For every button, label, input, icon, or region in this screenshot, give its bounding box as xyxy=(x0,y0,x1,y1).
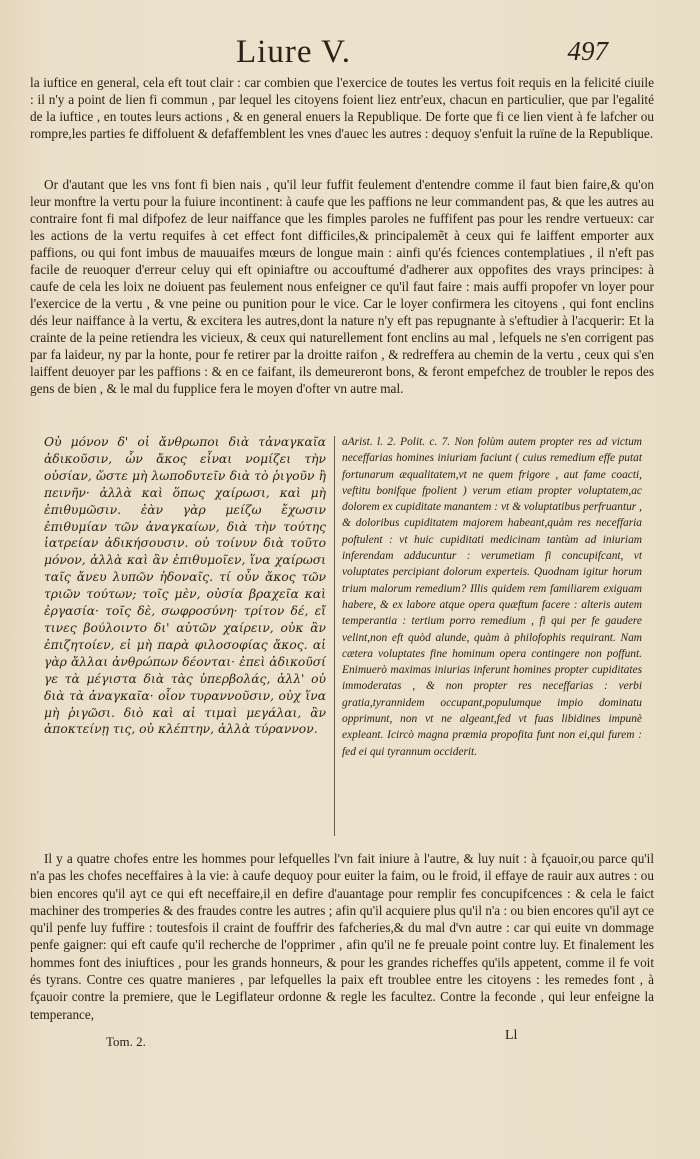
paragraph-text: Or d'autant que les vns font fi bien nais , qu'il leur fuffit feulement d'entendre comme il faut bien faire,& qu'on leur monftre la vertu pour la fuiure incontinent: à caufe que les paffions ne leur commandent pas, & que les autres au contraire font fi mal difpofez de leur naiffance que les fimples paroles ne fuffifent pas pour les rendre vertueux: car les actions de la vertu requifes à cet effect font difficiles,& principalemẽt à ceux qui fe laiffent emporter aux paffions, ou qui font imbus de mauuaifes mœurs de longue main : ainfi qu'és fciences contemplatiues , il n'eft pas facile de reuoquer d'erreur celuy qui eft opiniaftre ou accouftumé d'adherer aux oppofites des vrays principes: à caufe de cela les loix ne doiuent pas feulement nous enfeigner ce qu'il faut faire : mais auffi propofer vn loyer pour l'exercice de la vertu , & vne peine ou punition pour le vice. Car le loyer confirmera les citoyens , qui font enclins dés leur naiffance à la vertu, & excitera les autres,dont la nature n'y eft pas repugnante à s'eftudier à l'acquerir: Et la crainte de la peine retiendra les vicieux, & ceux qui naturellement font enclins au mal , lefquels ne s'en corrigent pas par fa laideur, ny par la honte, pour fe retirer par la droitte raifon , & redrefferа au chemin de la vertu , ceux qui s'en laiffent deuoyer par les paffions : & en ce faifant, ils demeureront bons, & feront empefchez de troubler le repos des gens de bien , & le mal du fupplice fera le moyen d'ofter vn autre mal. xyxy=(30,177,654,396)
paragraph-laws xyxy=(30,176,654,397)
signature-mark: Ll xyxy=(505,1028,518,1043)
marginal-reference: aArist. l. 2. Polit. c. 7. xyxy=(342,436,451,448)
page-number: 497 xyxy=(567,36,608,66)
column-divider xyxy=(334,436,335,836)
paragraph-text: la iuftice en general, cela eft tout clair : car combien que l'exercice de toutes les vertus foit requis en la felicité ciuile : il n'y a point de lien fi commun , par lequel les citoyens foient liez entr'eux, chacun en particulier, que par l'egalité de la iuftice , en toutes leurs actions , & en general enuers la Republique. De forte que fi ce lien vient à fe lafcher ou rompre,les parties fe diffoluent & defaffemblent les vnes d'auec les autres : dequoy s'enfuit la ruïne de la Republique. xyxy=(30,75,654,141)
page-header xyxy=(0,34,700,74)
greek-quotation: Οὐ μόνον δ' οἱ ἄνθρωποι διὰ τἀναγκαῖα ἀδικοῦσιν, ὧν ἄκος εἶναι νομίζει τὴν οὐσίαν, ὥστε μὴ λωποδυτεῖν διὰ τὸ ῥιγοῦν ἢ πεινῆν· ἀλλὰ καὶ ὅπως χαίρωσι, καὶ μὴ ἐπιθυμῶσιν. ἐὰν γὰρ μείζω ἔχωσιν ἐπιθυμίαν τῶν ἀναγκαίων, διὰ τὴν τούτης ἰατρείαν ἀδικήσουσιν. οὐ τοίνυν διὰ τοῦτο μόνον, ἀλλὰ καὶ ἂν ἐπιθυμοῖεν, ἵνα χαίρωσι ταῖς ἄνευ λυπῶν ἡδοναῖς. τί οὖν ἄκος τῶν τριῶν τούτων; τοῖς μὲν, οὐσία βραχεῖα καὶ ἐργασία· τοῖς δὲ, σωφροσύνη· τρίτον δέ, εἴ τινες βούλοιντο δι' αὐτῶν χαίρειν, οὐκ ἂν ἐπιζητοίεν, εἰ μὴ παρὰ φιλοσοφίας ἄκος. αἱ γὰρ ἄλλαι ἀνθρώπων δέονται· ἐπεὶ ἀδικοῦσί γε τὰ μέγιστα διὰ τὰς ὑπερβολάς, ἀλλ' οὐ διὰ τὰ ἀναγκαῖα· οἷον τυραννοῦσιν, οὐχ ἵνα μὴ ῥιγῶσι. διὸ καὶ αἱ τιμαὶ μεγάλαι, ἂν ἀποκτείνῃ τις, οὐ κλέπτην, ἀλλὰ τύραννον. xyxy=(44,435,326,737)
running-title: Liure V. xyxy=(236,34,351,70)
volume-mark: Tom. 2. xyxy=(106,1034,146,1049)
paragraph-justice xyxy=(30,74,654,142)
latin-text: Non folùm autem propter res ad victum neceffarias homines iniuriam faciunt ( cuius remedium effe putat fortunarum æqualitatem,vt ne quem frigore , aut fame coacti, veftitu bonifque fpolient ) verum etiam propter voluptatem,ac dolorem ex cupiditate manantem : vt & voluptatibus perfruantur , & doloribus cupiditatem majorem habeant,quàm res neceffaria poftulent : vt huic cupiditati medicinam tantùm ad iniuriam inferendam adducuntur : verumetiam fi concupifcant, vt voluptates percipiant dolorum experteis. Quodnam igitur horum trium malorum remedium? Illis quidem rem familiarem exiguam habere, & ex labore atque opera quæftum facere : alteris autem temperantia : tertium porro remedium , fi qui per fe gaudere velint,non eft quòd alunde, quàm à philofophis requirant. Nam cætera voluptates fine hominum opera contingere non poffunt. Enimuerò maximas iniurias inferunt homines propter cupiditates immoderatas , & non propter res neceffarias : verbi gratia,tyrannidem occupant,populumque impio dominatu opprimunt, non vt ne algeant,fed vt fuas libidines impunè expleant. Icircò magna præmia propofita funt non ei,qui furem : fed ei qui tyrannum occiderit. xyxy=(342,436,642,758)
paragraph-four-causes xyxy=(30,850,654,1023)
latin-translation xyxy=(342,434,642,760)
paragraph-text: Il y a quatre chofes entre les hommes pour lefquelles l'vn fait iniure à l'autre, & luy nuit : à fçauoir,ou parce qu'il n'a pas les chofes neceffaires à la vie: à caufe dequoy pour euiter la faim, ou le froid, il effaye de rauir aux autres : ou bien encores qu'il ayt ce qui eft neceffaire,il en defire d'auantage pour remplir fes concupifcences : & cela le faict machiner des tromperies & des fraudes contre les autres ; afin qu'il acquiere plus qu'il n'a : ou bien encores qu'il ayt ce qu'il penfe luy fuffire : toutesfois il craint de fouffrir des fafcheries,& du mal d'vn autre : car qui euite vn dommage penfe gaigner: qui eft caufe qu'il recherche de l'opprimer , afin qu'il ne fe preuale point contre luy. Et finalement les hommes font des iniuftices , pour les grands honneurs, & pour les grandes richeffes qu'ils appetent, comme il fe voit és tyrans. Contre ces quatre manieres , par lefquelles la paix eft troublee entre les citoyens : les remedes font , à fçauoir contre la premiere, que le Legiflateur ordonne & regle les facultez. Contre la feconde , qui leur enfeigne la temperance, xyxy=(30,851,654,1022)
two-column-quotation xyxy=(30,434,654,844)
page-footer xyxy=(0,1028,700,1058)
